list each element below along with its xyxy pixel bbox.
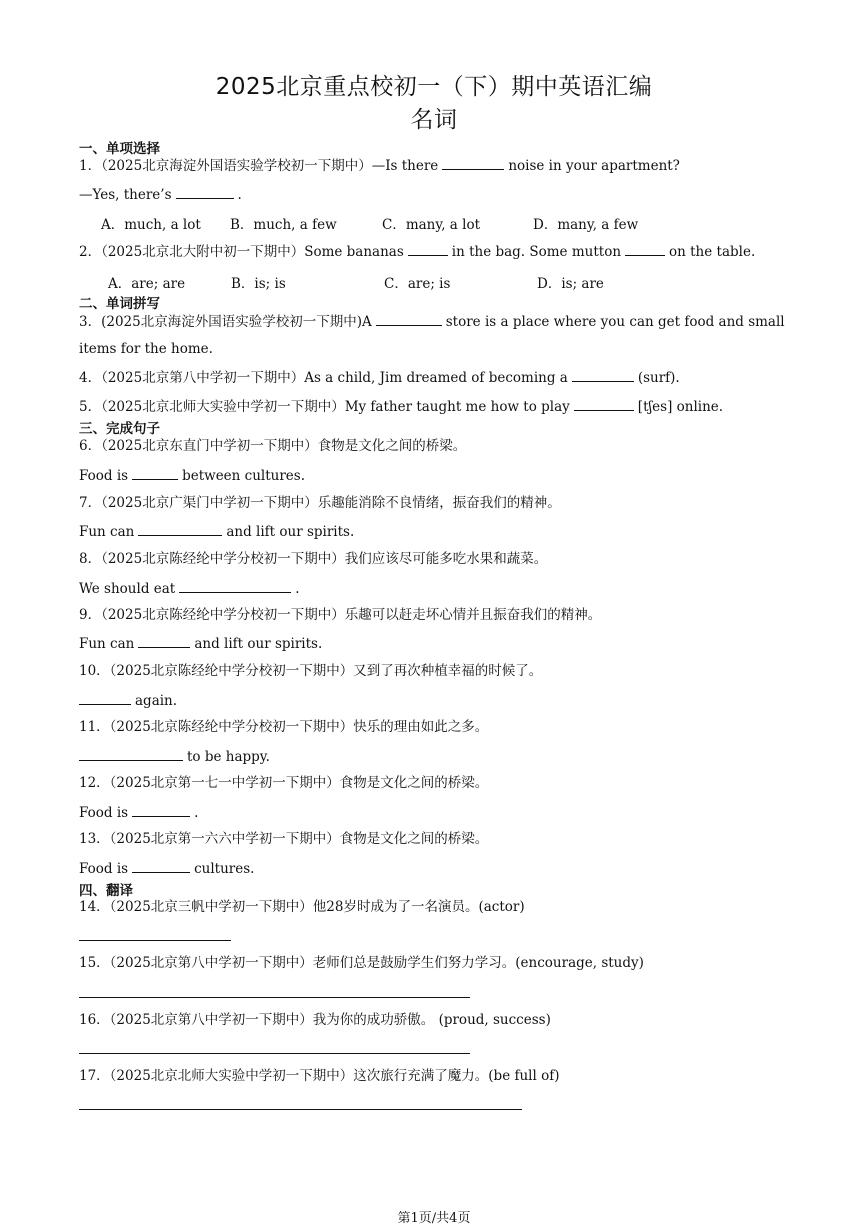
answer-prefix: Fun can	[79, 524, 135, 540]
answer-blank[interactable]	[442, 156, 504, 170]
option-b[interactable]: B．is; is	[231, 276, 286, 292]
question-5	[79, 397, 723, 416]
question-1-reply: —Yes, there’s	[79, 187, 172, 203]
option-c[interactable]: C．are; is	[384, 276, 451, 292]
option-c[interactable]: C．many, a lot	[382, 217, 481, 233]
question-1-stem: 1．（2025北京海淀外国语实验学校初一下期中）—Is there	[79, 158, 439, 174]
question-5-stem: 5．（2025北京北师大实验中学初一下期中）My father taught me how to play	[79, 399, 570, 415]
question-9-answer	[79, 634, 322, 653]
section-heading-translation: 四、翻译	[79, 883, 133, 899]
answer-blank[interactable]	[132, 859, 190, 873]
answer-blank[interactable]	[132, 803, 190, 817]
answer-line[interactable]	[79, 997, 470, 998]
answer-blank[interactable]	[138, 522, 222, 536]
question-13: 13．（2025北京第一六六中学初一下期中）食物是文化之间的桥梁。	[79, 831, 489, 847]
answer-blank[interactable]	[79, 691, 131, 705]
question-6-answer	[79, 466, 305, 485]
answer-blank[interactable]	[408, 242, 448, 256]
answer-line[interactable]	[79, 1109, 522, 1110]
question-6: 6．（2025北京东直门中学初一下期中）食物是文化之间的桥梁。	[79, 438, 467, 454]
question-3-stem-end: store is a place where you can get food and small	[445, 314, 785, 330]
question-1-stem-end: noise in your apartment?	[508, 158, 680, 174]
answer-prefix: Fun can	[79, 636, 135, 652]
question-10-answer	[79, 691, 177, 710]
answer-blank[interactable]	[79, 747, 183, 761]
section-heading-single-choice: 一、单项选择	[79, 141, 160, 157]
question-1	[79, 156, 680, 175]
question-17: 17．（2025北京北师大实验中学初一下期中）这次旅行充满了魔力。(be full of)	[79, 1068, 560, 1084]
answer-blank[interactable]	[132, 466, 178, 480]
answer-suffix: and lift our spirits.	[194, 636, 323, 652]
question-7-answer	[79, 522, 354, 541]
answer-suffix: .	[194, 805, 199, 821]
question-3-stem: 3．(2025北京海淀外国语实验学校初一下期中)A	[79, 314, 372, 330]
option-d[interactable]: D．is; are	[537, 276, 604, 292]
answer-suffix: cultures.	[194, 861, 255, 877]
answer-suffix: .	[295, 581, 300, 597]
answer-line[interactable]	[79, 940, 231, 941]
option-b[interactable]: B．much, a few	[230, 217, 337, 233]
answer-blank[interactable]	[179, 579, 291, 593]
question-15: 15．（2025北京第八中学初一下期中）老师们总是鼓励学生们努力学习。(encourage, study)	[79, 955, 644, 971]
question-4	[79, 368, 680, 387]
answer-prefix: Food is	[79, 805, 129, 821]
page-subtitle: 名词	[410, 107, 458, 133]
answer-blank[interactable]	[625, 242, 665, 256]
answer-blank[interactable]	[574, 397, 634, 411]
question-3	[79, 312, 785, 331]
section-heading-spelling: 二、单词拼写	[79, 296, 160, 312]
question-2-stem-end: on the table.	[669, 244, 756, 260]
question-14: 14．（2025北京三帆中学初一下期中）他28岁时成为了一名演员。(actor)	[79, 899, 525, 915]
question-1-response	[79, 185, 242, 204]
option-a[interactable]: A．are; are	[108, 276, 186, 292]
answer-prefix: Food is	[79, 468, 129, 484]
answer-blank[interactable]	[376, 312, 442, 326]
page-title: 2025北京重点校初一（下）期中英语汇编	[215, 74, 653, 100]
question-4-stem: 4．（2025北京第八中学初一下期中）As a child, Jim dreamed of becoming a	[79, 370, 568, 386]
question-11-answer	[79, 747, 270, 766]
option-d[interactable]: D．many, a few	[533, 217, 639, 233]
question-7: 7．（2025北京广渠门中学初一下期中）乐趣能消除不良情绪，振奋我们的精神。	[79, 495, 561, 511]
answer-suffix: and lift our spirits.	[226, 524, 355, 540]
section-heading-complete-sentences: 三、完成句子	[79, 421, 160, 437]
question-2	[79, 242, 755, 261]
answer-suffix: again.	[135, 693, 178, 709]
answer-suffix: between cultures.	[182, 468, 306, 484]
question-11: 11．（2025北京陈经纶中学分校初一下期中）快乐的理由如此之多。	[79, 719, 489, 735]
answer-blank[interactable]	[176, 185, 234, 199]
question-4-hint: (surf).	[637, 370, 680, 386]
answer-prefix: Food is	[79, 861, 129, 877]
answer-blank[interactable]	[138, 634, 190, 648]
question-16: 16．（2025北京第八中学初一下期中）我为你的成功骄傲。 (proud, success)	[79, 1012, 551, 1028]
question-8-answer	[79, 579, 300, 598]
question-2-stem: 2．（2025北京北大附中初一下期中）Some bananas	[79, 244, 404, 260]
question-12: 12．（2025北京第一七一中学初一下期中）食物是文化之间的桥梁。	[79, 775, 489, 791]
page-number: 第1页/共4页	[397, 1211, 471, 1226]
question-5-hint: [tʃes] online.	[637, 399, 724, 415]
question-8: 8．（2025北京陈经纶中学分校初一下期中）我们应该尽可能多吃水果和蔬菜。	[79, 551, 548, 567]
answer-prefix: We should eat	[79, 581, 176, 597]
question-2-stem-mid: in the bag. Some mutton	[451, 244, 622, 260]
question-13-answer	[79, 859, 254, 878]
answer-suffix: to be happy.	[187, 749, 270, 765]
answer-line[interactable]	[79, 1053, 470, 1054]
question-3-continued: items for the home.	[79, 341, 213, 357]
question-9: 9．（2025北京陈经纶中学分校初一下期中）乐趣可以赶走坏心情并且振奋我们的精神。	[79, 607, 602, 623]
question-10: 10．（2025北京陈经纶中学分校初一下期中）又到了再次种植幸福的时候了。	[79, 663, 543, 679]
option-a[interactable]: A．much, a lot	[101, 217, 201, 233]
question-1-reply-end: .	[237, 187, 242, 203]
question-12-answer	[79, 803, 198, 822]
answer-blank[interactable]	[572, 368, 634, 382]
